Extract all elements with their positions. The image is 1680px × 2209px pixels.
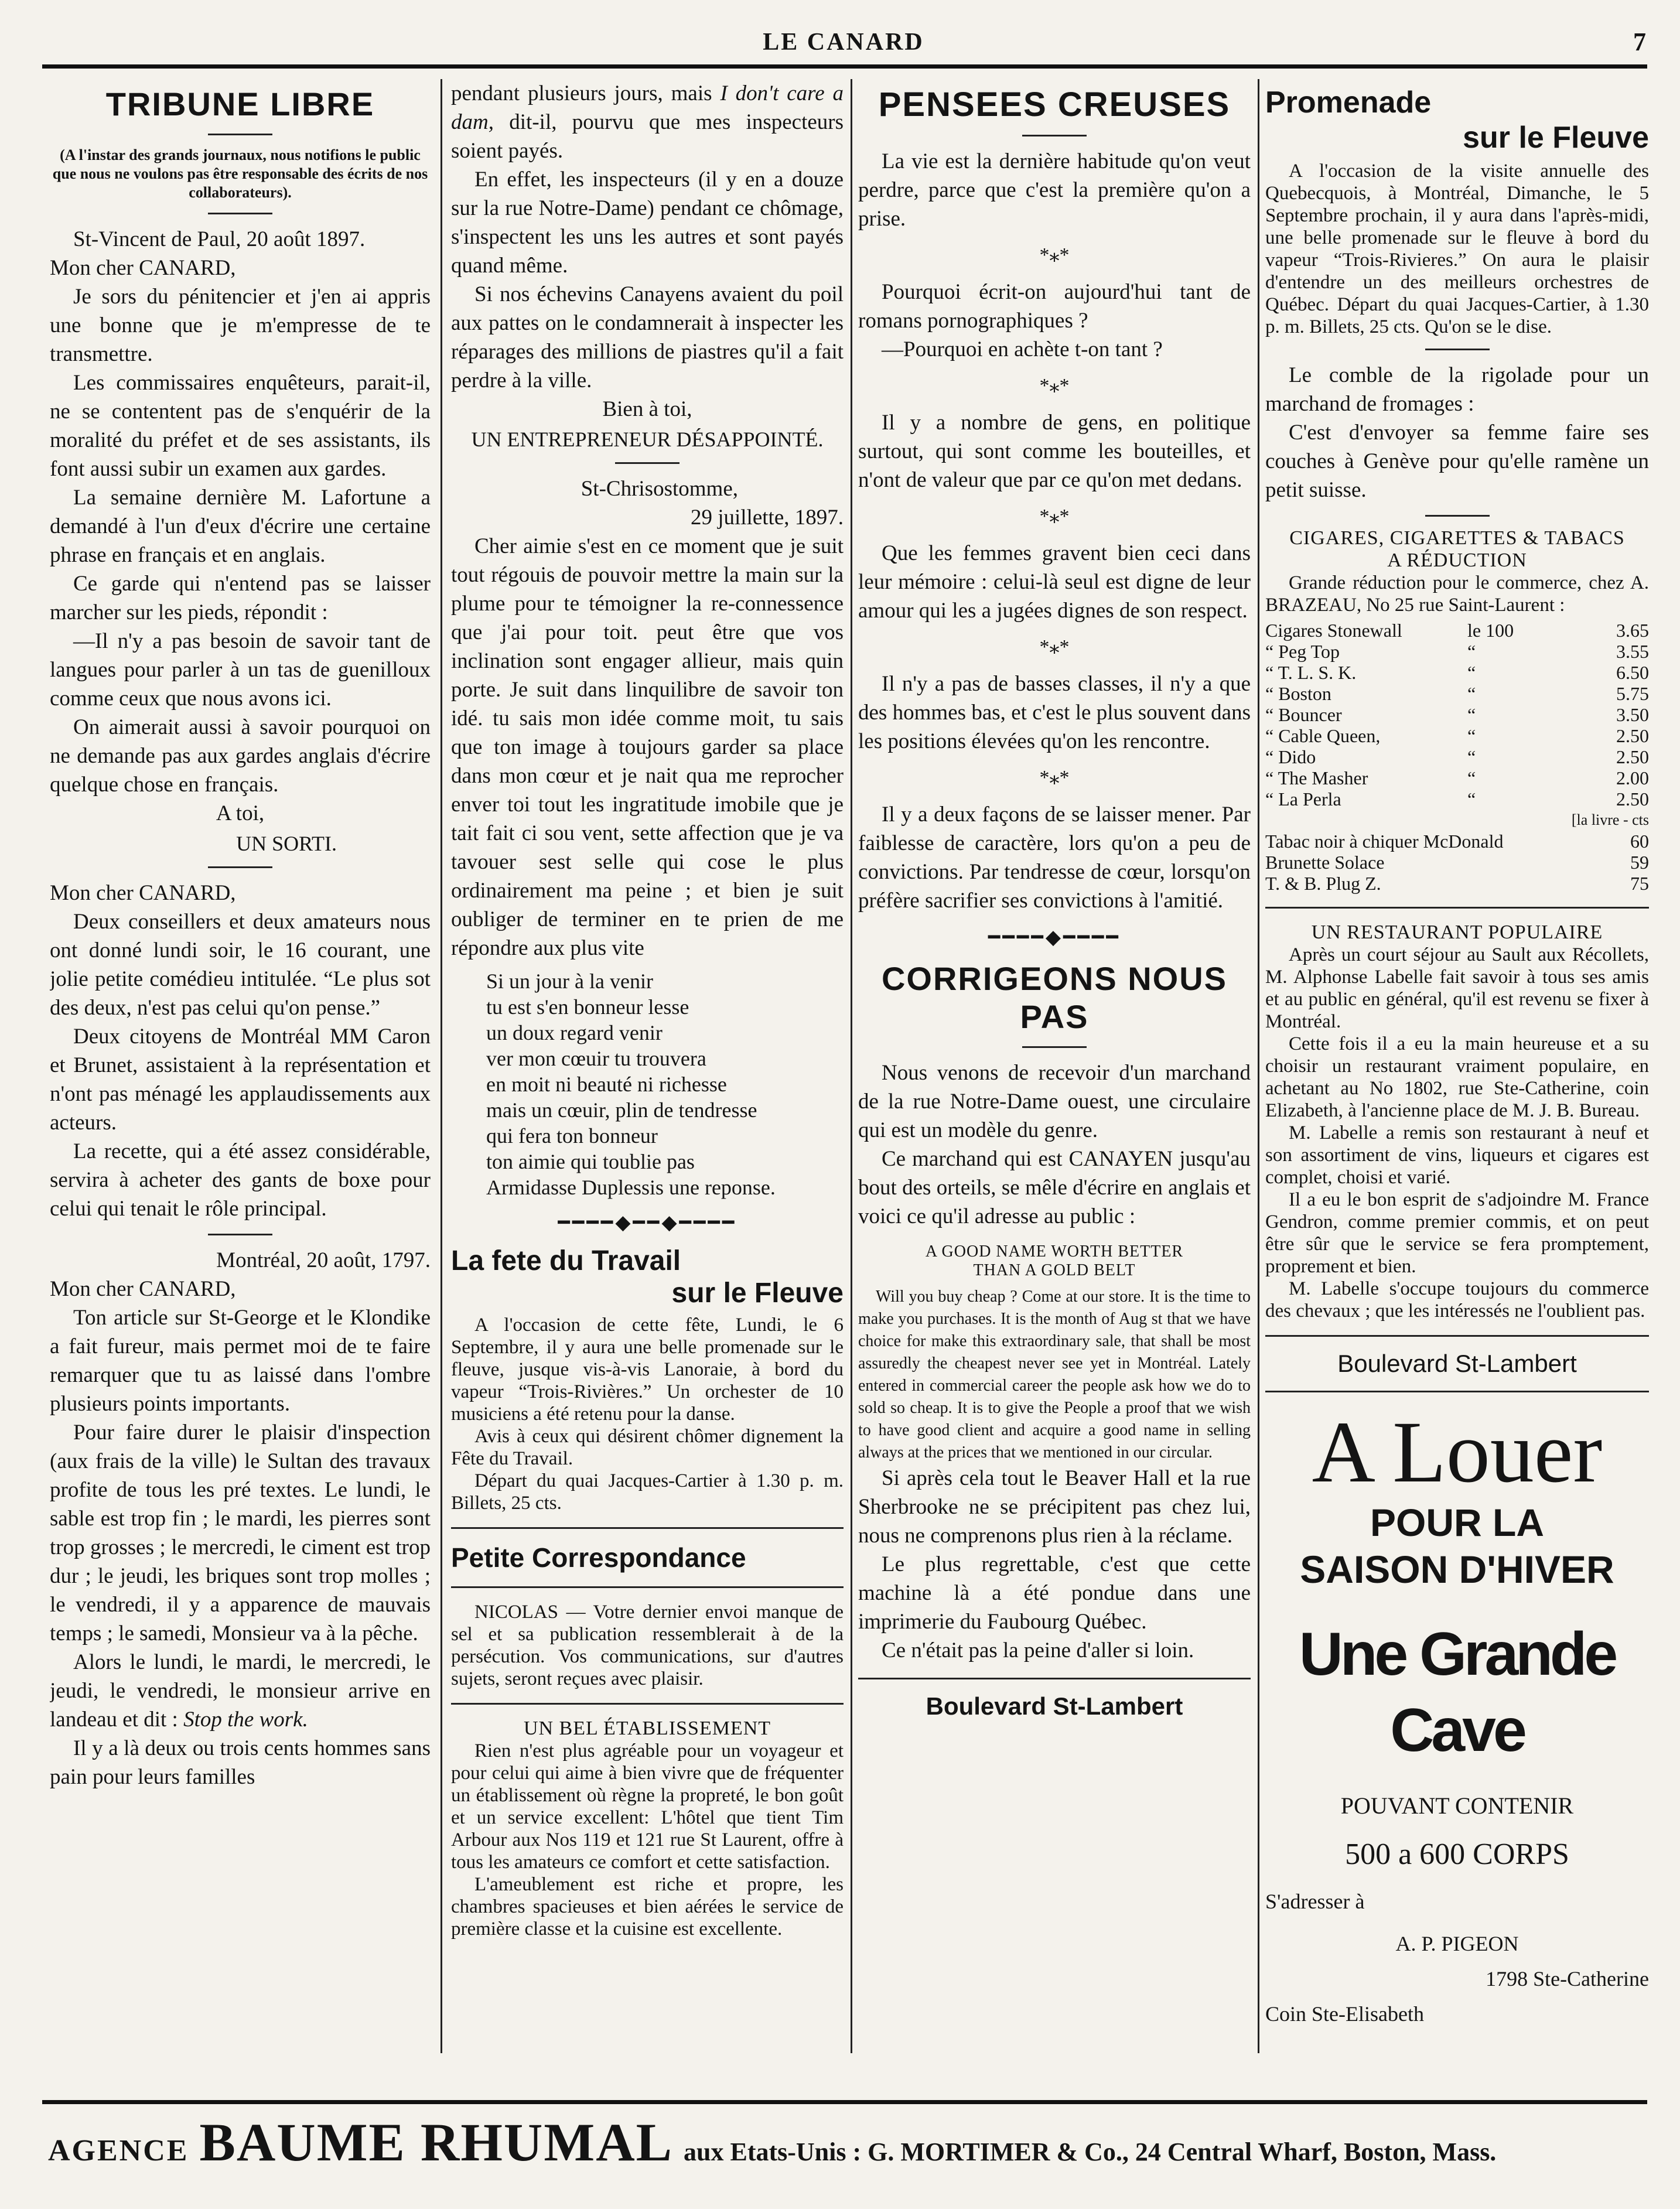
pensee-1: La vie est la dernière habitude qu'on veut perdre, parce que c'est la première qu'on a prise. <box>858 149 1251 231</box>
price-row <box>1265 852 1649 873</box>
item-unit: “ <box>1467 704 1476 725</box>
disclaimer: (A l'instar des grands journaux, nous notifions le public que nous ne voulons pas être responsable des écrits de nos collaborateurs). <box>52 146 428 201</box>
cont-text-end: dit-il, pourvu que mes inspecteurs soient payés. <box>451 110 844 163</box>
promenade-title-1: Promenade <box>1265 86 1432 120</box>
divider <box>1425 515 1490 517</box>
column-divider <box>1258 79 1259 2053</box>
letter3-p2: Pour faire durer le plaisir d'inspection (aux frais de la ville) le Sultan des travaux profite de tous les pré textes. Le lundi, le sable est trop fin ; le mardi, les pierres sont trop grosses ; le mercredi, le ciment est trop dur ; le jeudi, les briques sont trop molles ; le vendredi, il y a apparence de mauvais temps ; le samedi, Monsieur va à la pêche. <box>50 1421 431 1645</box>
letter2-p3: La recette, qui a été assez considérable, servira à acheter des gants de boxe pour celui qui tenait le rôle principal. <box>50 1139 431 1221</box>
louer-cave: Une Grande Cave <box>1299 1620 1616 1764</box>
louer-line-2: POUR LA <box>1370 1501 1544 1544</box>
price-row <box>1265 788 1649 810</box>
asterism: *⁎* <box>1039 506 1070 527</box>
asterism: *⁎* <box>1039 375 1070 397</box>
louer-adresse: 1798 Ste-Catherine <box>1486 1967 1649 1991</box>
price-row <box>1265 831 1649 852</box>
column-3 <box>858 79 1251 2065</box>
divider <box>208 213 272 214</box>
corrigeons-p1: Nous venons de recevoir d'un marchand de la rue Notre-Dame ouest, une circulaire qui est un modèle du genre. <box>858 1061 1251 1142</box>
letter3-signature: UN ENTREPRENEUR DÉSAPPOINTÉ. <box>471 428 824 451</box>
item-unit: le 100 <box>1467 620 1514 641</box>
pensee-6: Il y a deux façons de se laisser mener. Par faiblesse de caractère, lors qu'on a peu de convictions. Par tendresse de cœur, lorsqu'on préfère sacrifier ses convictions à l'amitié. <box>858 803 1251 913</box>
item-price: 5.75 <box>1616 683 1649 704</box>
divider <box>1425 349 1490 350</box>
fete-title-2: sur le Fleuve <box>671 1278 844 1309</box>
poem-line: un doux regard venir <box>486 1021 663 1044</box>
price-row <box>1265 683 1649 704</box>
louer-adresser: S'adresser à <box>1265 1890 1365 1913</box>
promenade-text: A l'occasion de la visite annuelle des Quebecquois, à Montréal, Dimanche, le 5 Septembre prochain, il y aura dans l'après-midi, une belle promenade sur le fleuve à bord du vapeur “Trois-Rivieres.” On aura le plaisir d'entendre un des meilleurs orchestres de Québec. Départ du quai Jacques-Cartier, à 1.30 p. m. Billets, 25 cts. Qu'on se le dise. <box>1265 161 1649 337</box>
letter4-body: Cher aimie s'est en ce moment que je suit tout régouis de pouvoir mettre la main sur la plume pour te témoigner la re-connessence que j'ai pour toit. peut être que vos inclination sont engager allieur, mais quin porte. Je suit dans linquilibre de savoir ton idé. tu sais mon idée comme moit, tu sais que ton image à toujours garder sa place dans mon cœur et je nait qua me reprocher enver toi tout les ingratitude imobile que je tait fait ci sou vent, sette affection que je va tavouer sest selle qui cose le plus ordinairement ma peine ; et bien je suit oubliger de terminer en te prien de me répondre aux plus vite <box>451 534 844 960</box>
louer-nom: A. P. PIGEON <box>1395 1932 1519 1955</box>
column-divider <box>441 79 442 2053</box>
poem-line: Si un jour à la venir <box>486 969 653 993</box>
restaurant-p1: Après un court séjour au Sault aux Récollets, M. Alphonse Labelle fait savoir à tous ses amis et au public en général, qu'il est revenu se fixer à Montréal. <box>1265 944 1649 1032</box>
item-unit: “ <box>1467 788 1476 810</box>
column-2 <box>451 79 844 2065</box>
correspondance-body: — Votre dernier envoi manque de sel et sa publication ressemblerait à de la persécution. Vos communications, sur d'autres sujets, seront reçues avec plaisir. <box>451 1602 844 1689</box>
circular-text: Will you buy cheap ? Come at our store. It is the time to make you purchases. It is the month of Aug st that we have choice for make this extraordinary sale, that shall be most assuredly the cheapest never see yet in Montréal. Lately entered in commercial career the people ask how we do to sold so cheap. It is to give the People a proof that we wish to have good client and acquire a good name in selling always at the prices that we mentioned in our circular. <box>858 1288 1251 1462</box>
price-row <box>1265 873 1649 894</box>
rigolade-p2: C'est d'envoyer sa femme faire ses couches à Genève pour qu'elle ramène un petit suisse. <box>1265 421 1649 502</box>
letter2-p2: Deux citoyens de Montréal MM Caron et Brunet, assistaient à la représentation et n'ont pas ménagé les applaudissements aux acteurs. <box>50 1025 431 1135</box>
louer-title: A Louer <box>1312 1404 1603 1501</box>
pensee-2b: —Pourquoi en achète t-on tant ? <box>882 337 1163 361</box>
divider <box>208 1234 272 1235</box>
restaurant-p4: Il a eu le bon esprit de s'adjoindre M. France Gendron, comme premier commis, et on peut être sûr que le service se fera promptement, proprement et bien. <box>1265 1189 1649 1277</box>
item-price: 3.65 <box>1616 620 1649 641</box>
letter1-salute: Mon cher CANARD, <box>50 256 236 280</box>
corrigeons-p2: Ce marchand qui est CANAYEN jusqu'au bout des orteils, se mêle d'écrire en anglais et voici ce qu'il adresse au public : <box>858 1147 1251 1228</box>
item-name: Tabac noir à chiquer McDonald <box>1265 831 1504 852</box>
letter3-continued <box>451 79 844 165</box>
item-price: 3.50 <box>1616 704 1649 725</box>
letter1-p2: Les commissaires enquêteurs, parait-il, ne se contentent pas de s'enquérir de la moralité du préfet et de ses assistants, ils font aussi subir un examen aux gardes. <box>50 371 431 481</box>
letter3-close: Bien à toi, <box>602 397 692 421</box>
item-price: 75 <box>1630 873 1649 894</box>
correspondant-name: NICOLAS <box>474 1602 559 1623</box>
poem-line: qui fera ton bonneur <box>486 1124 658 1148</box>
pensees-title: PENSEES CREUSES <box>878 86 1231 124</box>
footer-address: aux Etats-Unis : G. MORTIMER & Co., 24 Central Wharf, Boston, Mass. <box>684 2138 1497 2166</box>
item-name: “ La Perla <box>1265 788 1341 810</box>
ornament-divider: ━━━━◆━━◆━━━━ <box>558 1212 737 1234</box>
corrigeons-p4: Le plus regrettable, c'est que cette machine là a été pondue dans une imprimerie du Faubourg Québec. <box>858 1552 1251 1634</box>
poem-line: Armidasse Duplessis une reponse. <box>486 1176 776 1199</box>
poem-line: tu est s'en bonneur lesse <box>486 995 689 1019</box>
letter1-p1: Je sors du pénitencier et j'en ai appris une bonne que je m'empresse de te transmettre. <box>50 285 431 366</box>
letter3-p3 <box>50 1648 431 1734</box>
item-price: 2.00 <box>1616 767 1649 788</box>
louer-contenir: POUVANT CONTENIR <box>1340 1793 1574 1819</box>
restaurant-p2: Cette fois il a eu la main heureuse et a su choisir un restaurant vraiment populaire, en achetant au No 1802, rue Ste-Catherine, coin Elizabeth, à l'ancienne place de M. J. B. Bureau. <box>1265 1033 1649 1121</box>
item-name: “ Peg Top <box>1265 641 1340 662</box>
cont-text: pendant plusieurs jours, mais <box>451 81 712 105</box>
item-name: “ Bouncer <box>1265 704 1342 725</box>
rigolade-p1: Le comble de la rigolade pour un marchand de fromages : <box>1265 363 1649 416</box>
item-unit: “ <box>1467 725 1476 746</box>
item-name: “ The Masher <box>1265 767 1368 788</box>
asterism: *⁎* <box>1039 636 1070 658</box>
price-row <box>1265 725 1649 746</box>
price-row <box>1265 662 1649 683</box>
letter1-p4: Ce garde qui n'entend pas se laisser marcher sur les pieds, répondit : <box>50 572 431 624</box>
letter1-date: St-Vincent de Paul, 20 août 1897. <box>73 227 366 251</box>
divider <box>1022 1046 1087 1048</box>
footer-brand: BAUME RHUMAL <box>199 2112 673 2172</box>
poem-line: mais un cœuir, plin de tendresse <box>486 1098 757 1122</box>
item-price: 59 <box>1630 852 1649 873</box>
item-price: 2.50 <box>1616 788 1649 810</box>
letter1-p3: La semaine dernière M. Lafortune a demandé à l'un d'eux d'écrire une certaine phrase en français et en anglais. <box>50 486 431 567</box>
letter4-poem <box>486 968 844 1200</box>
poem-line: en moit ni beauté ni richesse <box>486 1073 727 1096</box>
footer-agence: AGENCE <box>48 2134 189 2167</box>
fete-title-1: La fete du Travail <box>451 1245 681 1276</box>
cigares-title: CIGARES, CIGARETTES & TABACS <box>1289 527 1625 549</box>
letter1-p5: —Il n'y a pas besoin de savoir tant de langues pour parler à un tas de guenilloux comme ceux que nous avons ici. <box>50 629 431 711</box>
restaurant-p5: M. Labelle s'occupe toujours du commerce des chevaux ; que les intéressés ne l'oublient pas. <box>1265 1278 1649 1322</box>
cont-italic: I don't care a dam, <box>451 81 844 134</box>
item-name: “ Boston <box>1265 683 1331 704</box>
cigares-intro: Grande réduction pour le commerce, chez A. BRAZEAU, No 25 rue Saint-Laurent : <box>1265 572 1649 616</box>
item-name: “ T. L. S. K. <box>1265 662 1357 683</box>
price-row <box>1265 641 1649 662</box>
pensee-3: Il y a nombre de gens, en politique surtout, qui sont comme les bouteilles, et n'ont de valeur que par ce qu'on met dedans. <box>858 411 1251 492</box>
column-4 <box>1265 79 1649 2065</box>
fete-p3: Départ du quai Jacques-Cartier à 1.30 p. m. Billets, 25 cts. <box>451 1470 844 1514</box>
item-name: Brunette Solace <box>1265 852 1385 873</box>
poem-line: ton aimie qui toublie pas <box>486 1150 695 1173</box>
letter3-p5: En effet, les inspecteurs (il y en a douze sur la rue Notre-Dame) pendant ce chômage, s'inspectent les uns les autres et sont payés quand même. <box>451 168 844 278</box>
item-unit: “ <box>1467 662 1476 683</box>
price-row <box>1265 746 1649 767</box>
item-unit: “ <box>1467 641 1476 662</box>
louer-line-3: SAISON D'HIVER <box>1300 1548 1614 1591</box>
divider <box>1265 907 1649 909</box>
page-number: 7 <box>1633 28 1646 56</box>
boulevard-ad: Boulevard St-Lambert <box>926 1692 1183 1720</box>
divider <box>1022 135 1087 136</box>
circular-title-1: A GOOD NAME WORTH BETTER <box>925 1242 1184 1261</box>
fete-p2: Avis à ceux qui désirent chômer dignement la Fête du Travail. <box>451 1426 844 1469</box>
divider <box>451 1527 844 1529</box>
louer-coin: Coin Ste-Elisabeth <box>1265 2002 1424 2026</box>
letter2-salute: Mon cher CANARD, <box>50 881 236 905</box>
masthead <box>41 23 1646 64</box>
divider <box>615 462 679 464</box>
corrigeons-p3: Si après cela tout le Beaver Hall et la rue Sherbrooke ne se précipitent pas chez lui, nous ne comprenons plus rien à la réclame. <box>858 1466 1251 1548</box>
restaurant-p3: M. Labelle a remis son restaurant à neuf et son assortiment de vins, liqueurs et cigares est complet, choisi et varié. <box>1265 1122 1649 1188</box>
divider <box>208 134 272 135</box>
cigares-subtitle: A RÉDUCTION <box>1387 549 1527 571</box>
divider <box>451 1703 844 1705</box>
letter3-salute: Mon cher CANARD, <box>50 1277 236 1301</box>
item-name: T. & B. Plug Z. <box>1265 873 1381 894</box>
letter3-p3-text: Alors le lundi, le mardi, le mercredi, le jeudi, le vendredi, le monsieur arrive en landeau et dit : <box>50 1650 431 1732</box>
column-divider <box>851 79 852 2053</box>
letter1-close: A toi, <box>216 801 265 825</box>
pensee-2a: Pourquoi écrit-on aujourd'hui tant de romans pornographiques ? <box>858 280 1251 333</box>
tribune-title: TRIBUNE LIBRE <box>105 86 375 122</box>
item-price: 2.50 <box>1616 725 1649 746</box>
corrigeons-title: CORRIGEONS NOUS PAS <box>881 960 1228 1035</box>
fete-p1: A l'occasion de cette fête, Lundi, le 6 Septembre, il y aura une belle promenade sur le fleuve, jusque vis-à-vis Lanoraie, à bord du vapeur “Trois-Rivières.” Un orchester de 10 musiciens a été retenu pour la danse. <box>451 1315 844 1425</box>
letter3-p4: Il y a là deux ou trois cents hommes sans pain pour leurs familles <box>50 1736 431 1789</box>
pensee-5: Il n'y a pas de basses classes, il n'y a que des hommes bas, et c'est le plus souvent dans les positions élevées qu'on les rencontre. <box>858 672 1251 753</box>
boulevard-ad: Boulevard St-Lambert <box>1337 1350 1577 1377</box>
pensee-4: Que les femmes gravent bien ceci dans leur mémoire : celui-là seul est digne de leur amour qui les a jugées dignes de son respect. <box>858 541 1251 623</box>
asterism: *⁎* <box>1039 244 1070 266</box>
divider <box>1265 1335 1649 1337</box>
item-name: “ Dido <box>1265 746 1316 767</box>
restaurant-title: UN RESTAURANT POPULAIRE <box>1311 921 1603 943</box>
letter3-stop: Stop the work. <box>183 1708 308 1732</box>
letter4-place: St-Chrisostomme, <box>581 477 738 501</box>
cigares-price-list <box>1265 620 1649 894</box>
item-name: “ Cable Queen, <box>1265 725 1381 746</box>
item-price: 2.50 <box>1616 746 1649 767</box>
price-row <box>1265 620 1649 641</box>
footer-ad-text <box>48 2111 1496 2173</box>
correspondance-text <box>451 1601 844 1690</box>
item-price: 60 <box>1630 831 1649 852</box>
item-unit: “ <box>1467 767 1476 788</box>
price-row <box>1265 704 1649 725</box>
item-price: 3.55 <box>1616 641 1649 662</box>
top-rule <box>42 64 1647 69</box>
column-1 <box>50 79 431 2065</box>
letter1-p6: On aimerait aussi à savoir pourquoi on ne demande pas aux gardes anglais d'écrire quelque chose en français. <box>50 715 431 797</box>
divider <box>208 866 272 868</box>
promenade-title-2: sur le Fleuve <box>1463 121 1649 155</box>
divider <box>451 1586 844 1588</box>
etablissement-p2: L'ameublement est riche et propre, les chambres spacieuses et bien aérées le service de première classe et la cuisine est excellente. <box>451 1874 844 1940</box>
item-name: Cigares Stonewall <box>1265 620 1402 641</box>
letter3-p6: Si nos échevins Canayens avaient du poil aux pattes on le condamnerait à inspecter les réparages des millions de piastres qu'il a fait perdre à la ville. <box>451 282 844 392</box>
price-note-text: [la livre - cts <box>1571 811 1649 828</box>
ornament-divider: ━━━━◆━━━━ <box>988 927 1121 948</box>
letter3-p1: Ton article sur St-George et le Klondike a fait fureur, mais permet moi de te faire remarquer que tu as laissé dans l'ombre plusieurs points importants. <box>50 1306 431 1416</box>
item-unit: “ <box>1467 746 1476 767</box>
circular-title-2: THAN A GOLD BELT <box>973 1261 1136 1279</box>
poem-line: ver mon cœuir tu trouvera <box>486 1047 706 1070</box>
divider <box>858 1678 1251 1679</box>
footer-advertisement <box>42 2100 1647 2172</box>
letter2-p1: Deux conseillers et deux amateurs nous ont donné lundi soir, le 16 courant, une jolie petite comédieu intitulée. “Le plus sot des deux, n'est pas celui qu'on pense.” <box>50 910 431 1020</box>
price-note <box>1265 810 1649 831</box>
correspondance-title: Petite Correspondance <box>451 1542 746 1573</box>
corrigeons-p5: Ce n'était pas la peine d'aller si loin. <box>882 1638 1194 1662</box>
letter4-date: 29 juillette, 1897. <box>690 506 844 530</box>
letter3-date: Montréal, 20 août, 1797. <box>216 1248 431 1272</box>
asterism: *⁎* <box>1039 767 1070 788</box>
divider <box>1265 1391 1649 1392</box>
louer-capacite: 500 a 600 CORPS <box>1345 1838 1569 1871</box>
letter1-signature: UN SORTI. <box>236 832 337 855</box>
item-price: 6.50 <box>1616 662 1649 683</box>
etablissement-p1: Rien n'est plus agréable pour un voyageur et pour celui qui aime à bien vivre que de fréquenter un établissement où règne la propreté, le bon goût et un service excellent: L'hôtel que tient Tim Arbour aux Nos 119 et 121 rue St Laurent, offre à tous les amateurs ce comfort et cette satisfaction. <box>451 1740 844 1873</box>
etablissement-title: UN BEL ÉTABLISSEMENT <box>523 1718 771 1739</box>
price-row <box>1265 767 1649 788</box>
item-unit: “ <box>1467 683 1476 704</box>
paper-title: LE CANARD <box>763 29 924 56</box>
